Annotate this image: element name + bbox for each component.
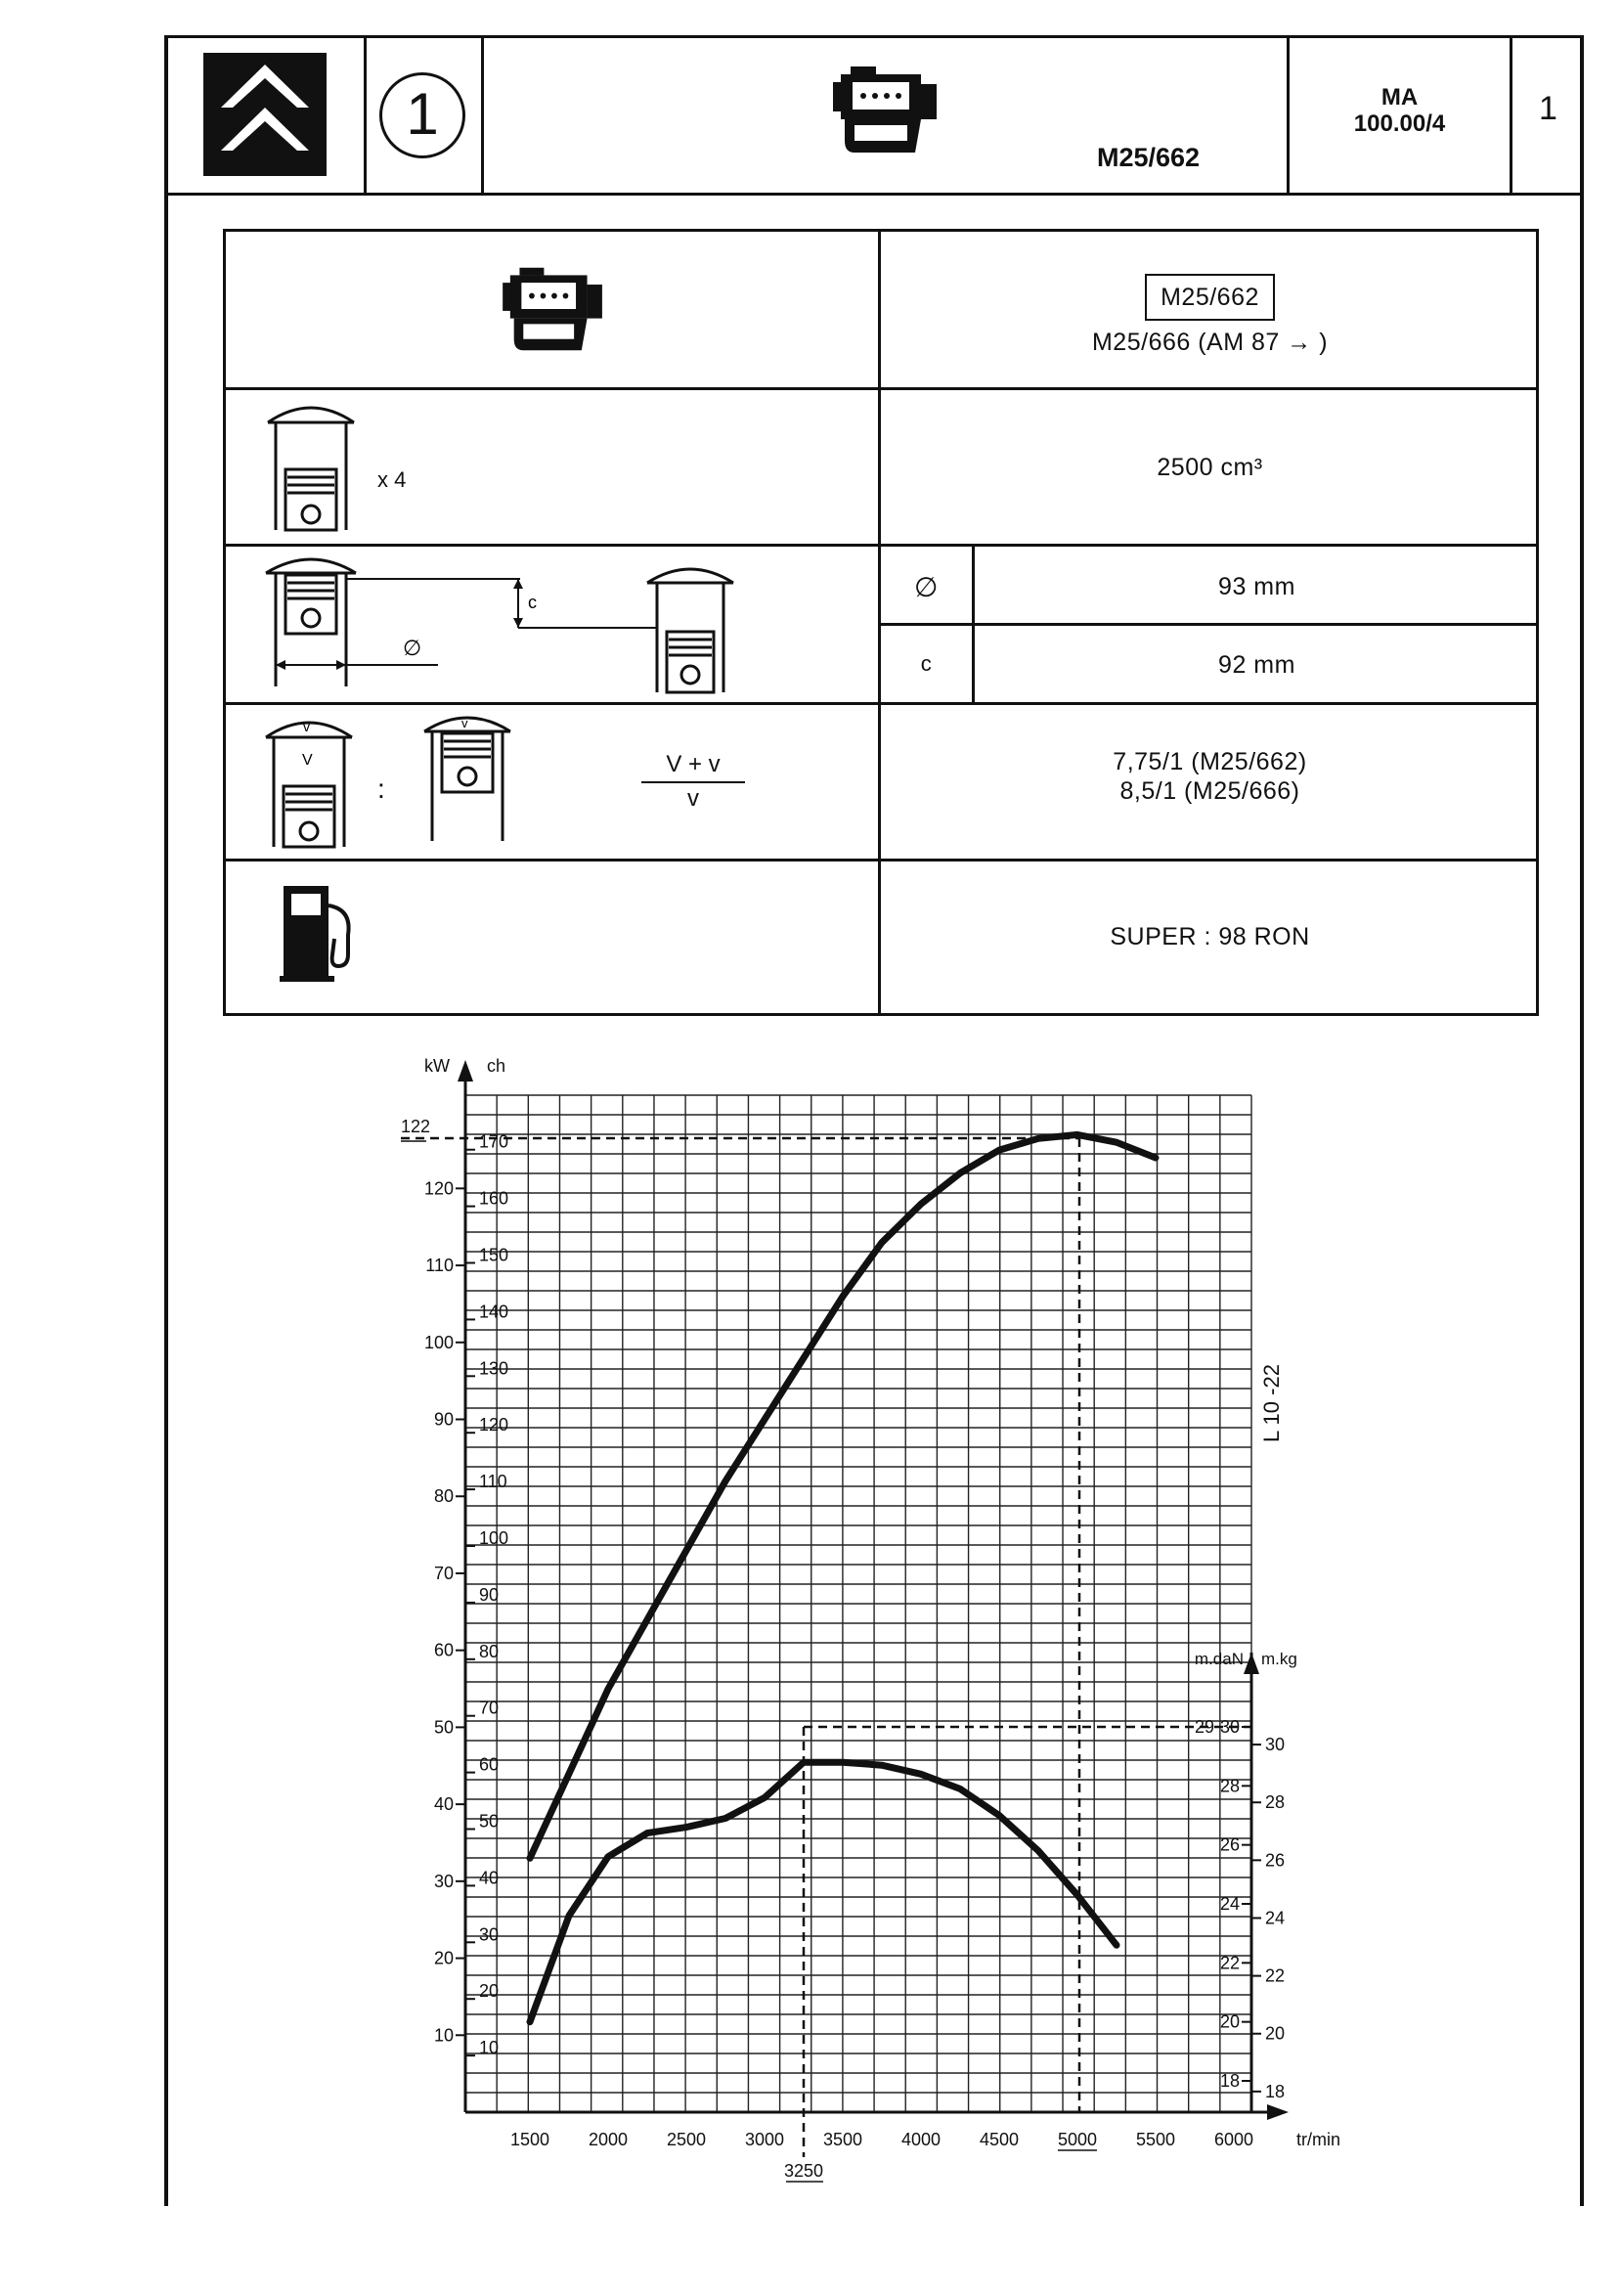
kw-axis-label: kW [424, 1056, 450, 1076]
ch-tick-label: 140 [479, 1302, 509, 1322]
compression-small-v-a: v [303, 719, 310, 734]
x-tick-label: 4000 [900, 2130, 942, 2149]
mdan-tick-label: 22 [1219, 1953, 1240, 1973]
kw-tick-label: 100 [423, 1332, 454, 1352]
mdan-tick-label: 24 [1219, 1894, 1240, 1914]
x-tick-label: 2500 [666, 2130, 707, 2149]
mdan-axis-label: m.daN [1194, 1650, 1244, 1668]
mkg-tick-label: 26 [1265, 1850, 1286, 1871]
torque-curve [530, 1762, 1117, 2022]
compression-line2: 8,5/1 (M25/666) [1119, 777, 1300, 805]
ch-tick-label: 150 [479, 1245, 509, 1265]
doc-ref-line1: MA [1380, 84, 1419, 110]
engine-code-primary: M25/662 [1145, 274, 1275, 321]
x-tick-label: 1500 [509, 2130, 550, 2149]
ch-tick-label: 130 [479, 1358, 509, 1379]
mkg-axis-label: m.kg [1261, 1650, 1297, 1668]
compression-line1: 7,75/1 (M25/662) [1113, 748, 1307, 775]
ch-tick-label: 20 [479, 1981, 500, 2002]
kw-tick-label: 40 [433, 1794, 454, 1815]
stroke-symbol: c [920, 651, 933, 676]
kw-tick-label: 50 [433, 1717, 454, 1738]
kw-tick-label: 120 [423, 1178, 454, 1199]
page-number: 1 [1539, 90, 1557, 127]
kw-tick-label: 70 [433, 1563, 454, 1583]
fuel-value: SUPER : 98 RON [1110, 923, 1310, 950]
ch-tick-label: 120 [479, 1415, 509, 1435]
ch-tick-label: 10 [479, 2038, 500, 2058]
kw-tick-label: 90 [433, 1409, 454, 1430]
torque-axis-arrow [1244, 1653, 1259, 1674]
mkg-tick-label: 28 [1265, 1792, 1286, 1813]
mkg-tick-label: 22 [1265, 1965, 1286, 1986]
mkg-tick-label: 30 [1265, 1735, 1286, 1755]
compression-colon: : [377, 773, 385, 804]
mdan-tick-label: 30 [1219, 1717, 1240, 1737]
compression-small-v-b: v [461, 716, 468, 730]
mdan-tick-label: 20 [1219, 2011, 1240, 2032]
x-axis-arrow [1267, 2104, 1289, 2120]
x-tick-label: 4500 [979, 2130, 1020, 2149]
compression-big-v: V [302, 752, 313, 769]
x-tick-label: 6000 [1213, 2130, 1254, 2149]
ch-tick-label: 40 [479, 1868, 500, 1888]
cylinder-count: x 4 [377, 467, 407, 492]
mdan-tick-label: 26 [1219, 1834, 1240, 1855]
diagram-stroke-label: c [528, 593, 537, 612]
mdan-tick-label: 28 [1219, 1776, 1240, 1796]
x-tick-label: 3000 [744, 2130, 785, 2149]
ch-tick-label: 160 [479, 1188, 509, 1209]
kw-tick-label: 80 [433, 1486, 454, 1507]
x-tick-label: 5500 [1135, 2130, 1176, 2149]
x-axis-label: tr/min [1296, 2130, 1340, 2149]
ch-tick-label: 70 [479, 1698, 500, 1718]
chart-grid [465, 1095, 1251, 2112]
bore-symbol: ∅ [914, 572, 939, 602]
mkg-tick-label: 20 [1265, 2023, 1286, 2044]
power-axis-arrow [458, 1060, 473, 1082]
ch-tick-label: 90 [479, 1584, 500, 1605]
x-tick-label: 3500 [822, 2130, 863, 2149]
bore-value: 93 mm [1218, 573, 1295, 600]
ch-tick-label: 60 [479, 1754, 500, 1775]
mkg-tick-label: 18 [1265, 2081, 1286, 2101]
ch-tick-label: 80 [479, 1641, 500, 1661]
mkg-tick-label: 24 [1265, 1908, 1286, 1928]
ch-tick-label: 110 [479, 1472, 507, 1492]
engine-code-secondary: M25/666 (AM 87 → ) [1091, 329, 1329, 356]
kw-tick-label: 110 [425, 1256, 454, 1276]
doc-ref-line2: 100.00/4 [1353, 110, 1446, 137]
diagram-bore-label: ∅ [403, 636, 422, 660]
x-tick-label: 5000 [1057, 2130, 1098, 2149]
header-engine-code: M25/662 [1097, 143, 1201, 172]
ch-tick-label: 50 [479, 1811, 500, 1832]
stroke-value: 92 mm [1218, 651, 1295, 679]
ch-tick-label: 170 [479, 1131, 509, 1152]
formula-denominator: v [687, 785, 699, 812]
kw-tick-label: 20 [433, 1948, 454, 1968]
section-number: 1 [406, 81, 439, 147]
max-torque-label: 29 [1195, 1717, 1215, 1737]
x-tick-label: 2000 [588, 2130, 629, 2149]
ch-axis-label: ch [487, 1056, 506, 1076]
formula-numerator: V + v [641, 751, 745, 783]
mdan-tick-label: 18 [1219, 2071, 1240, 2091]
torque-rpm-label: 3250 [783, 2161, 824, 2181]
kw-tick-label: 30 [433, 1871, 454, 1891]
ch-tick-label: 30 [479, 1924, 500, 1945]
max-power-label: 122 [401, 1117, 431, 1136]
capacity-value: 2500 cm³ [1157, 454, 1263, 481]
chart-axes [424, 1056, 1340, 2149]
ch-tick-label: 100 [479, 1528, 509, 1549]
kw-tick-label: 60 [433, 1640, 454, 1660]
kw-tick-label: 10 [433, 2025, 454, 2046]
side-label: L 10 -22 [1259, 1364, 1284, 1442]
